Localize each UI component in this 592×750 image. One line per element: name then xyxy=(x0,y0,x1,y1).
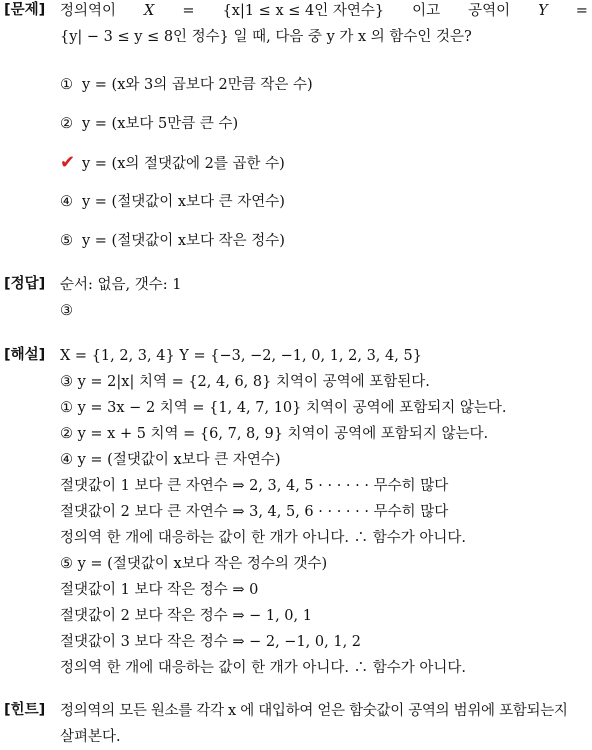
solution-line: 절댓값이 1 보다 큰 자연수 ⇒ 2, 3, 4, 5 · · · · · · 무수히 많다 xyxy=(60,478,449,494)
option-marker: ⑤ xyxy=(60,233,73,249)
option-4[interactable] xyxy=(60,189,285,215)
solution-line: ④ y = (절댓값이 x보다 큰 자연수) xyxy=(60,452,281,468)
option-2[interactable] xyxy=(60,111,238,137)
option-1[interactable] xyxy=(60,72,313,98)
option-text: y = (절댓값이 x보다 큰 자연수) xyxy=(82,194,285,210)
hint-line-2: 살펴본다. xyxy=(60,729,121,745)
problem-line-2: {y| − 3 ≤ y ≤ 8인 정수} 일 때, 다음 중 y 가 x 의 함수인 것은? xyxy=(60,29,472,45)
solution-tag: [해설] xyxy=(4,347,46,363)
solution-line: 절댓값이 2 보다 큰 자연수 ⇒ 3, 4, 5, 6 · · · · · · 무수히 많다 xyxy=(60,504,449,520)
solution-line: 정의역 한 개에 대응하는 값이 한 개가 아니다. ∴ 함수가 아니다. xyxy=(60,530,466,546)
solution-line: 정의역 한 개에 대응하는 값이 한 개가 아니다. ∴ 함수가 아니다. xyxy=(60,660,466,676)
hint-line-1: 정의역의 모든 원소를 각각 x 에 대입하여 얻은 함숫값이 공역의 범위에 포함되는지 xyxy=(60,703,568,719)
solution-line: 절댓값이 3 보다 작은 정수 ⇒ − 2, −1, 0, 1, 2 xyxy=(60,634,362,650)
option-marker: ② xyxy=(60,116,73,132)
answer-line-1: 순서: 없음, 갯수: 1 xyxy=(60,277,182,293)
solution-line: 절댓값이 2 보다 작은 정수 ⇒ − 1, 0, 1 xyxy=(60,608,312,624)
solution-line: X = {1, 2, 3, 4} Y = {−3, −2, −1, 0, 1, 2, 3, 4, 5} xyxy=(60,348,422,364)
solution-line: ② y = x + 5 치역 = {6, 7, 8, 9} 치역이 공역에 포함되지 않는다. xyxy=(60,426,489,442)
problem-line-1: 정의역이 X = {x|1 ≤ x ≤ 4인 자연수} 이고 공역이 Y = xyxy=(60,3,588,19)
hint-tag: [힌트] xyxy=(4,702,46,718)
option-3-selected[interactable] xyxy=(60,150,285,176)
option-marker: ① xyxy=(60,77,73,93)
option-text: y = (x보다 5만큼 큰 수) xyxy=(82,116,239,132)
solution-line: ③ y = 2|x| 치역 = {2, 4, 6, 8} 치역이 공역에 포함된다. xyxy=(60,374,430,390)
option-text: y = (x와 3의 곱보다 2만큼 작은 수) xyxy=(82,77,313,93)
option-text: y = (절댓값이 x보다 작은 정수) xyxy=(82,233,285,249)
answer-line-2: ③ xyxy=(60,303,73,319)
answer-tag: [정답] xyxy=(4,276,46,292)
problem-tag: [문제] xyxy=(4,2,46,18)
solution-line: ⑤ y = (절댓값이 x보다 작은 정수의 갯수) xyxy=(60,556,328,572)
solution-line: ① y = 3x − 2 치역 = {1, 4, 7, 10} 치역이 공역에 포함되지 않는다. xyxy=(60,400,507,416)
option-text: y = (x의 절댓값에 2를 곱한 수) xyxy=(82,156,285,172)
solution-line: 절댓값이 1 보다 작은 정수 ⇒ 0 xyxy=(60,582,259,598)
checkmark-icon: ✔ xyxy=(60,152,76,173)
option-marker: ④ xyxy=(60,194,73,210)
option-5[interactable] xyxy=(60,228,285,254)
